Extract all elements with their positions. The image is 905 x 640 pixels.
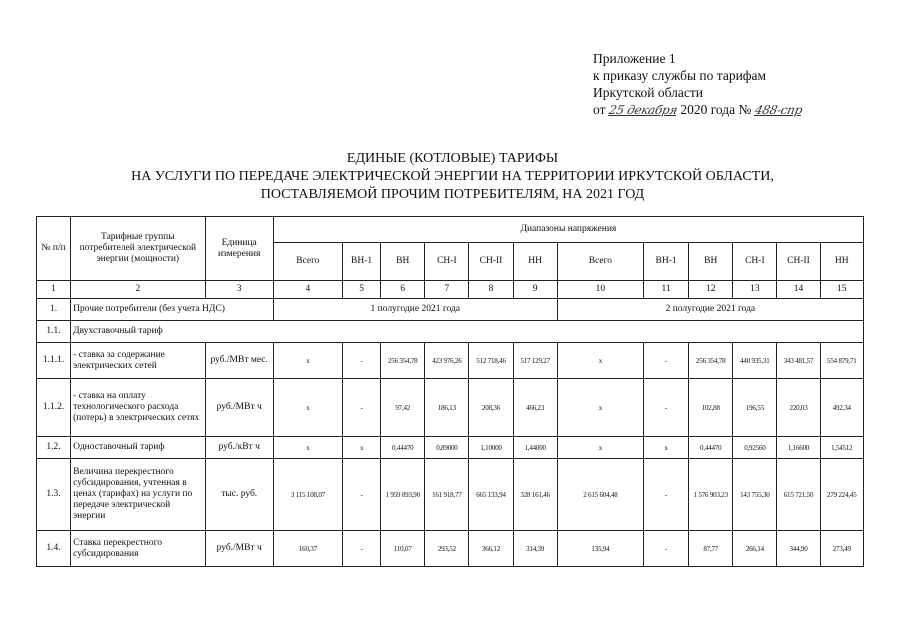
tariff-value: 615 721,50 [777,459,820,531]
row-name: Прочие потребители (без учета НДС) [71,299,274,321]
column-number: 8 [469,281,513,299]
tariff-table [36,216,864,567]
tariff-value: 440 935,31 [733,343,777,379]
column-number: 1 [37,281,71,299]
tariff-value: 3 115 108,07 [273,459,342,531]
column-number: 4 [273,281,342,299]
annex-prefix: от [593,102,606,117]
column-number: 12 [689,281,733,299]
tariff-value: 344,90 [777,531,820,567]
table-row [37,459,864,531]
header-voltage-ranges: Диапазоны напряжения [273,217,863,243]
tariff-value: х [343,437,381,459]
tariff-value: 554 879,71 [820,343,863,379]
tariff-value: 1 576 903,23 [689,459,733,531]
tariff-value: 343 481,57 [777,343,820,379]
tariff-value: 279 224,45 [820,459,863,531]
title-line-1: ЕДИНЫЕ (КОТЛОВЫЕ) ТАРИФЫ [346,151,559,166]
tariff-value: 293,52 [425,531,469,567]
column-number: 6 [381,281,425,299]
column-number: 11 [644,281,689,299]
tariff-value: - [644,531,689,567]
title-line-3: ПОСТАВЛЯЕМОЙ ПРОЧИМ ПОТРЕБИТЕЛЯМ, НА 2021 ГОД [260,187,645,202]
row-name: - ставка на оплату технологического расхода (потерь) в электрических сетях [71,379,205,437]
table-row [37,299,864,321]
column-number: 2 [71,281,205,299]
voltage-subheader: Всего [557,243,643,281]
half-year-1-label: 1 полугодие 2021 года [273,299,557,321]
tariff-value: 0,89000 [425,437,469,459]
column-number: 5 [343,281,381,299]
tariff-value: - [343,343,381,379]
header-number: № п/п [37,217,71,281]
annex-year-number-label: 2020 года № [680,102,752,117]
row-number: 1.2. [37,437,71,459]
row-unit: руб./МВт ч [205,379,273,437]
tariff-value: х [273,437,342,459]
annex-date-line [593,101,802,119]
row-unit: руб./МВт ч [205,531,273,567]
tariff-value: х [644,437,689,459]
column-number-row [37,281,864,299]
annex-line-2: к приказу службы по тарифам [593,68,767,83]
tariff-value: х [557,379,643,437]
tariff-value: 256 354,78 [689,343,733,379]
tariff-value: 0,92560 [733,437,777,459]
tariff-value: 1,54512 [820,437,863,459]
tariff-value: 0,44470 [381,437,425,459]
row-unit: руб./МВт мес. [205,343,273,379]
column-number: 3 [205,281,273,299]
tariff-value: 423 976,26 [425,343,469,379]
tariff-value: - [644,379,689,437]
column-number: 14 [777,281,820,299]
annex-block [593,50,802,119]
voltage-subheader: СН-I [733,243,777,281]
tariff-value: 208,36 [469,379,513,437]
tariff-value: 196,55 [733,379,777,437]
tariff-value: 266,14 [733,531,777,567]
column-number: 9 [513,281,557,299]
table-row [37,343,864,379]
handwritten-date: 25 декабря [607,103,679,117]
column-number: 15 [820,281,863,299]
tariff-value: 110,07 [381,531,425,567]
tariff-value: 97,42 [381,379,425,437]
header-row [37,217,864,243]
row-number: 1.1. [37,321,71,343]
header-tariff-group: Тарифные группы потребителей электрической энергии (мощности) [71,217,205,281]
tariff-value: 160,37 [273,531,342,567]
row-name: Двухставочный тариф [71,321,864,343]
voltage-subheader: ВН [689,243,733,281]
row-unit: руб./кВт ч [205,437,273,459]
row-number: 1. [37,299,71,321]
row-number: 1.3. [37,459,71,531]
tariff-value: - [343,379,381,437]
row-name: Величина перекрестного субсидирования, учтенная в ценах (тарифах) на услуги по передаче электрической энергии [71,459,205,531]
tariff-value: 273,49 [820,531,863,567]
tariff-value: 143 755,30 [733,459,777,531]
tariff-value: - [343,531,381,567]
tariff-value: 665 133,94 [469,459,513,531]
tariff-value: 87,77 [689,531,733,567]
tariff-value: 512 718,46 [469,343,513,379]
tariff-value: 135,94 [557,531,643,567]
row-name: Ставка перекрестного субсидирования [71,531,205,567]
voltage-subheader: СН-I [425,243,469,281]
tariff-value: 517 129,27 [513,343,557,379]
row-name: - ставка за содержание электрических сетей [71,343,205,379]
voltage-subheader: СН-II [777,243,820,281]
tariff-value: 102,88 [689,379,733,437]
tariff-value: 328 161,46 [513,459,557,531]
annex-line-1: Приложение 1 [593,51,676,66]
tariff-value: 1 959 893,90 [381,459,425,531]
table-row [37,379,864,437]
tariff-value: 220,03 [777,379,820,437]
tariff-value: 1,16600 [777,437,820,459]
voltage-subheader: ВН [381,243,425,281]
voltage-subheader: Всего [273,243,342,281]
row-number: 1.1.2. [37,379,71,437]
handwritten-order-number: 488-спр [753,103,804,117]
row-number: 1.4. [37,531,71,567]
table-row [37,437,864,459]
table-row [37,321,864,343]
title-line-2: НА УСЛУГИ ПО ПЕРЕДАЧЕ ЭЛЕКТРИЧЕСКОЙ ЭНЕРГИИ НА ТЕРРИТОРИИ ИРКУТСКОЙ ОБЛАСТИ, [131,169,774,184]
tariff-value: - [343,459,381,531]
voltage-subheader: ВН-1 [343,243,381,281]
tariff-value: х [557,437,643,459]
voltage-subheader: ВН-1 [644,243,689,281]
tariff-value: - [644,459,689,531]
voltage-subheader: НН [513,243,557,281]
column-number: 7 [425,281,469,299]
tariff-value: 0,44470 [689,437,733,459]
tariff-value: 2 615 604,48 [557,459,643,531]
voltage-subheader: СН-II [469,243,513,281]
header-unit: Единица измерения [205,217,273,281]
document-title [0,150,905,204]
half-year-2-label: 2 полугодие 2021 года [557,299,863,321]
tariff-value: 366,12 [469,531,513,567]
table-row [37,531,864,567]
tariff-value: - [644,343,689,379]
tariff-value: 314,39 [513,531,557,567]
tariff-value: 1,44000 [513,437,557,459]
tariff-value: х [557,343,643,379]
tariff-value: х [273,379,342,437]
tariff-value: 161 918,77 [425,459,469,531]
tariff-value: 492,34 [820,379,863,437]
column-number: 10 [557,281,643,299]
tariff-value: х [273,343,342,379]
tariff-value: 1,10000 [469,437,513,459]
tariff-value: 256 354,78 [381,343,425,379]
annex-line-3: Иркутской области [593,85,704,100]
row-number: 1.1.1. [37,343,71,379]
tariff-value: 466,23 [513,379,557,437]
voltage-subheader: НН [820,243,863,281]
tariff-value: 186,13 [425,379,469,437]
row-unit: тыс. руб. [205,459,273,531]
column-number: 13 [733,281,777,299]
row-name: Одноставочный тариф [71,437,205,459]
